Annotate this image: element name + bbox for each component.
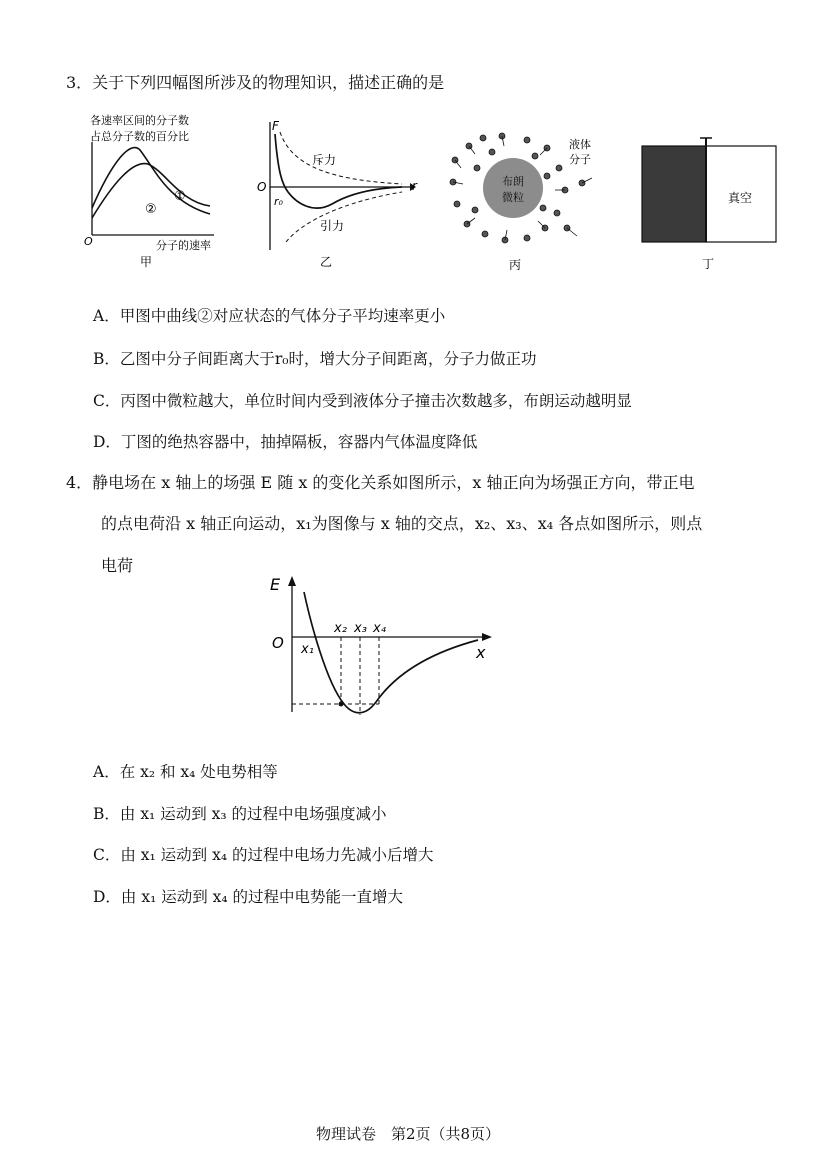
ding-caption: 丁 <box>702 257 715 271</box>
yi-repulsion-label: 斥力 <box>312 153 337 167</box>
page-footer: 物理试卷 第2页（共8页） <box>315 1125 501 1143</box>
bing-caption: 丙 <box>509 258 522 272</box>
yi-xlabel: r <box>412 179 417 193</box>
yi-origin: O <box>257 180 267 194</box>
jia-curve1-label: ① <box>174 189 186 204</box>
bing-brownian-particle <box>483 158 543 218</box>
yi-attraction-label: 引力 <box>320 219 345 233</box>
bing-particle-label-1: 布朗 <box>502 175 524 188</box>
q4-stem-line-1: 4．静电场在 x 轴上的场强 E 随 x 的变化关系如图所示，x 轴正向为场强正方向，带正电 <box>66 473 695 492</box>
figure-bing <box>447 128 607 273</box>
jia-ylabel-2: 占总分子数的百分比 <box>90 130 189 143</box>
jia-curve2-label: ② <box>145 202 157 217</box>
q4-stem-line-3: 电荷 <box>101 556 134 575</box>
x3-label: x₃ <box>354 621 367 636</box>
q3-option-a: A．甲图中曲线②对应状态的气体分子平均速率更小 <box>93 307 446 325</box>
bing-particle-label-2: 微粒 <box>502 191 524 204</box>
yi-attraction-curve <box>286 192 402 242</box>
jia-xlabel: 分子的速率 <box>156 239 211 252</box>
x2-label: x₂ <box>334 621 347 636</box>
q3-stem: 3．关于下列四幅图所涉及的物理知识，描述正确的是 <box>66 73 445 92</box>
figure-ding <box>640 136 780 271</box>
e-curve <box>304 592 478 713</box>
bing-liquid-label-1: 液体 <box>569 138 591 151</box>
figure-jia <box>82 110 232 270</box>
origin-label: O <box>272 634 284 652</box>
q4-option-b: B．由 x₁ 运动到 x₃ 的过程中电场强度减小 <box>93 805 387 823</box>
ding-vacuum-label: 真空 <box>728 191 753 205</box>
yi-ylabel: F <box>272 119 279 133</box>
yi-r0: r₀ <box>274 195 283 208</box>
e-label: E <box>270 575 281 594</box>
q3-option-d: D．丁图的绝热容器中，抽掉隔板，容器内气体温度降低 <box>93 433 478 451</box>
jia-origin: O <box>84 235 93 248</box>
q4-option-d: D．由 x₁ 运动到 x₄ 的过程中电势能一直增大 <box>93 888 404 906</box>
figure-e-x-graph <box>268 572 498 722</box>
x4-label: x₄ <box>373 621 386 636</box>
q4-option-a: A．在 x₂ 和 x₄ 处电势相等 <box>93 763 278 781</box>
yi-net-force-curve <box>275 134 402 208</box>
jia-caption: 甲 <box>140 255 153 269</box>
e-axis-arrow <box>288 576 296 586</box>
x1-label: x₁ <box>301 642 314 657</box>
yi-caption: 乙 <box>320 255 333 269</box>
jia-ylabel-1: 各速率区间的分子数 <box>90 114 189 127</box>
bing-liquid-label-2: 分子 <box>569 153 591 166</box>
q4-stem-line-2: 的点电荷沿 x 轴正向运动，x₁为图像与 x 轴的交点，x₂、x₃、x₄ 各点如图所示，则点 <box>101 514 703 533</box>
yi-repulsion-curve <box>280 132 402 184</box>
x-label: x <box>476 643 486 662</box>
q3-option-c: C．丙图中微粒越大，单位时间内受到液体分子撞击次数越多，布朗运动越明显 <box>93 392 632 410</box>
q4-option-c: C．由 x₁ 运动到 x₄ 的过程中电场力先减小后增大 <box>93 846 434 864</box>
ding-gas-chamber <box>642 146 706 242</box>
figure-yi <box>252 112 427 272</box>
x2-point <box>339 702 344 707</box>
x-axis-arrow <box>482 633 492 641</box>
q3-option-b: B．乙图中分子间距离大于r₀时，增大分子间距离，分子力做正功 <box>93 350 537 368</box>
